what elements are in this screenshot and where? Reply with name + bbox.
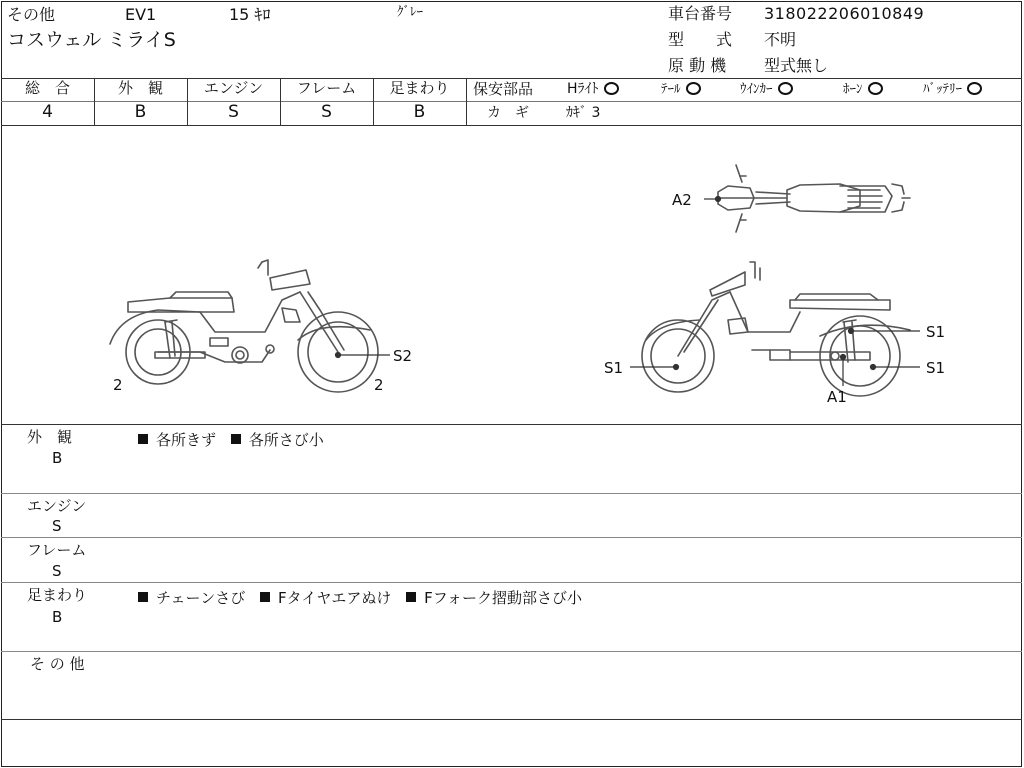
- remark-suspension-notes: [138, 587, 592, 608]
- divider: [1, 582, 1022, 583]
- safety-item-winker: ｳｲﾝｶｰ: [740, 83, 793, 96]
- note-item: チェーンさび: [156, 589, 246, 607]
- header-category: その他: [7, 5, 56, 24]
- bullet-square-icon: [260, 592, 270, 602]
- remark-exterior-label: 外 観: [27, 428, 73, 446]
- remark-other-label: そ の 他: [30, 655, 85, 673]
- label-s1-upper: S1: [926, 323, 946, 341]
- grade-total-value: 4: [42, 102, 53, 122]
- divider: [1, 424, 1022, 425]
- ok-mark-icon: [967, 82, 982, 95]
- grade-suspension-value: B: [413, 102, 426, 122]
- grade-exterior-value: B: [134, 102, 147, 122]
- grade-engine-value: S: [228, 102, 239, 122]
- label-a1: A1: [827, 388, 847, 406]
- engine-value: 型式無し: [764, 56, 829, 75]
- bullet-square-icon: [138, 592, 148, 602]
- remark-suspension-grade: B: [52, 608, 63, 626]
- grade-frame-label: フレーム: [296, 79, 357, 97]
- header-color: ｸﾞﾚｰ: [397, 5, 423, 20]
- divider: [1, 537, 1022, 538]
- note-item: Fタイヤエアぬけ: [278, 589, 392, 607]
- safety-item-battery: ﾊﾞｯﾃﾘｰ: [923, 83, 982, 96]
- bullet-square-icon: [406, 592, 416, 602]
- safety-item-tail: ﾃｰﾙ: [661, 83, 701, 96]
- top-view-icon: [718, 165, 910, 232]
- note-item: 各所きず: [156, 431, 217, 449]
- divider: [1, 493, 1022, 494]
- note-item: Fフォーク摺動部さび小: [424, 589, 583, 607]
- key-value: ｶｷﾞ 3: [566, 105, 601, 121]
- safety-item-horn: ﾎｰﾝ: [843, 83, 883, 96]
- header-model-code: EV1: [125, 5, 157, 24]
- remark-engine-grade: S: [52, 517, 62, 535]
- ok-mark-icon: [604, 82, 619, 95]
- bullet-square-icon: [138, 434, 148, 444]
- grade-exterior-label: 外 観: [117, 79, 163, 97]
- side-view-right-icon: [642, 262, 910, 396]
- label-a2: A2: [672, 191, 692, 209]
- model-value: 不明: [764, 30, 797, 49]
- frame-no-label: 車台番号: [668, 4, 733, 23]
- grade-engine-label: エンジン: [203, 79, 264, 97]
- ok-mark-icon: [778, 82, 793, 95]
- label-s2: S2: [393, 347, 413, 365]
- label-s1-left: S1: [604, 359, 624, 377]
- grade-suspension-label: 足まわり: [389, 79, 450, 97]
- bullet-square-icon: [231, 434, 241, 444]
- vehicle-name: コスウェル ミライS: [7, 29, 176, 51]
- safety-label: 保安部品: [473, 80, 534, 98]
- model-label: 型 式: [668, 30, 733, 49]
- remark-exterior-grade: B: [52, 449, 63, 467]
- divider: [466, 78, 467, 125]
- key-label: カ ギ: [487, 105, 529, 121]
- grade-total-label: 総 合: [24, 79, 70, 97]
- remark-suspension-label: 足まわり: [27, 586, 88, 604]
- label-s1-lower: S1: [926, 359, 946, 377]
- remark-exterior-notes: [138, 429, 334, 450]
- ok-mark-icon: [686, 82, 701, 95]
- ok-mark-icon: [868, 82, 883, 95]
- divider: [1, 651, 1022, 652]
- header-mileage: 15 ｷﾛ: [229, 5, 271, 24]
- label-2-left: 2: [113, 376, 123, 394]
- remark-engine-label: エンジン: [27, 497, 87, 515]
- engine-label: 原 動 機: [668, 56, 727, 75]
- remark-frame-label: フレーム: [27, 541, 87, 559]
- safety-item-headlight: Hﾗｲﾄ: [567, 82, 619, 96]
- side-view-left-icon: [110, 260, 378, 392]
- label-2-right: 2: [374, 376, 384, 394]
- divider: [1, 719, 1022, 720]
- remark-frame-grade: S: [52, 562, 62, 580]
- frame-no-value: 318022206010849: [764, 4, 925, 23]
- divider: [467, 101, 1022, 102]
- note-item: 各所さび小: [248, 431, 324, 449]
- motorcycle-diagrams: [0, 126, 1024, 424]
- grade-frame-value: S: [321, 102, 332, 122]
